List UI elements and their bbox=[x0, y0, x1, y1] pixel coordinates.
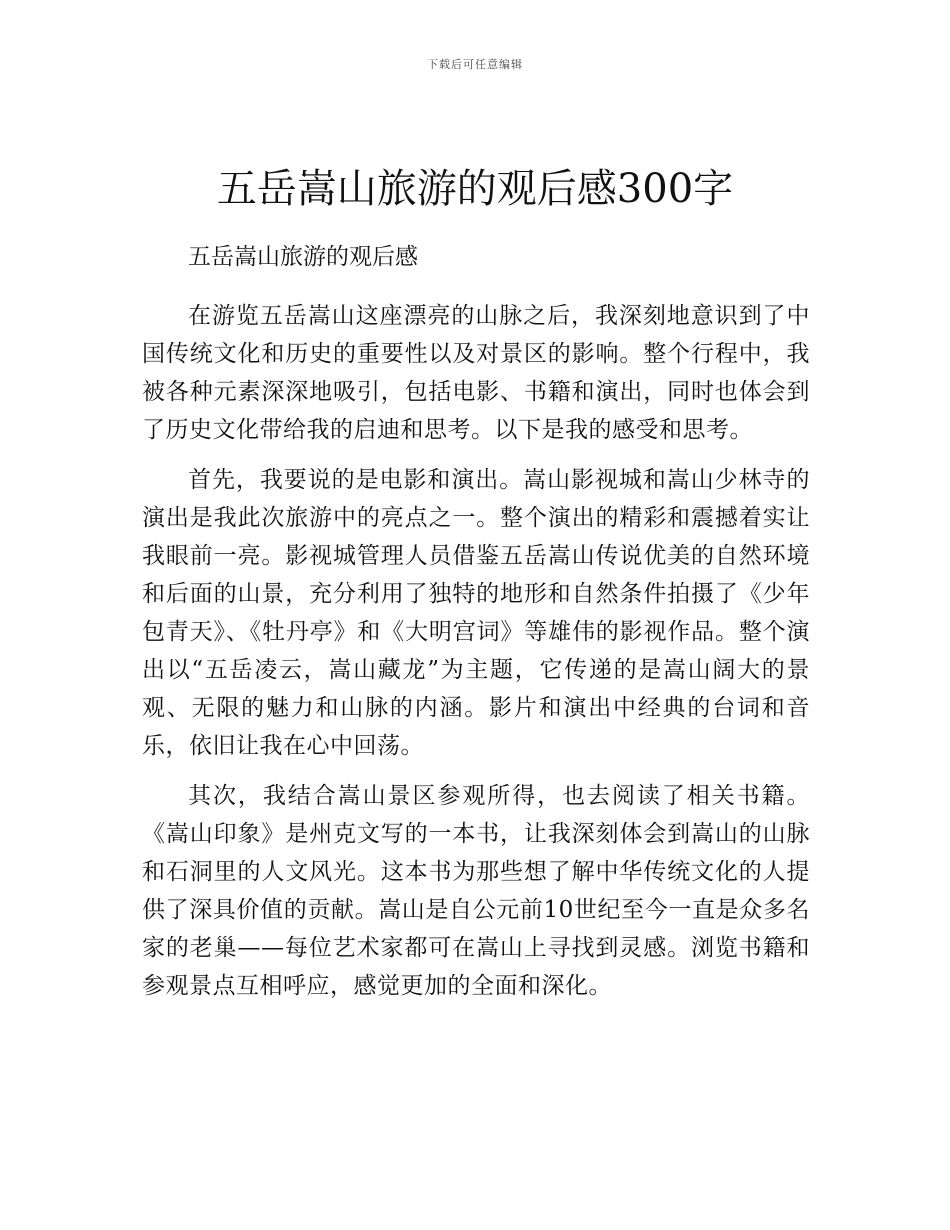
paragraph-intro: 在游览五岳嵩山这座漂亮的山脉之后，我深刻地意识到了中国传统文化和历史的重要性以及对景区的影响。整个行程中，我被各种元素深深地吸引，包括电影、书籍和演出，同时也体会到了历史文化带给我的启迪和思考。以下是我的感受和思考。 bbox=[142, 303, 810, 443]
document-subtitle: 五岳嵩山旅游的观后感 bbox=[188, 244, 418, 270]
paragraph-film-performance: 首先，我要说的是电影和演出。嵩山影视城和嵩山少林寺的演出是我此次旅游中的亮点之一。整个演出的精彩和震撼着实让我眼前一亮。影视城管理人员借鉴五岳嵩山传说优美的自然环境和后面的山景，充分利用了独特的地形和自然条件拍摄了《少年包青天》、《牡丹亭》和《大明宫词》等雄伟的影视作品。整个演出以“五岳凌云，嵩山藏龙”为主题，它传递的是嵩山阔大的景观、无限的魅力和山脉的内涵。影片和演出中经典的台词和音乐，依旧让我在心中回荡。 bbox=[142, 467, 810, 759]
paragraph-books: 其次，我结合嵩山景区参观所得，也去阅读了相关书籍。《嵩山印象》是州克文写的一本书，让我深刻体会到嵩山的山脉和石洞里的人文风光。这本书为那些想了解中华传统文化的人提供了深具价值的贡献。嵩山是自公元前10世纪至今一直是众多名家的老巢——每位艺术家都可在嵩山上寻找到灵感。浏览书籍和参观景点互相呼应，感觉更加的全面和深化。 bbox=[142, 783, 810, 999]
header-note: 下载后可任意编辑 bbox=[427, 58, 523, 71]
document-title: 五岳嵩山旅游的观后感300字 bbox=[216, 166, 734, 212]
document-body bbox=[142, 238, 810, 1017]
